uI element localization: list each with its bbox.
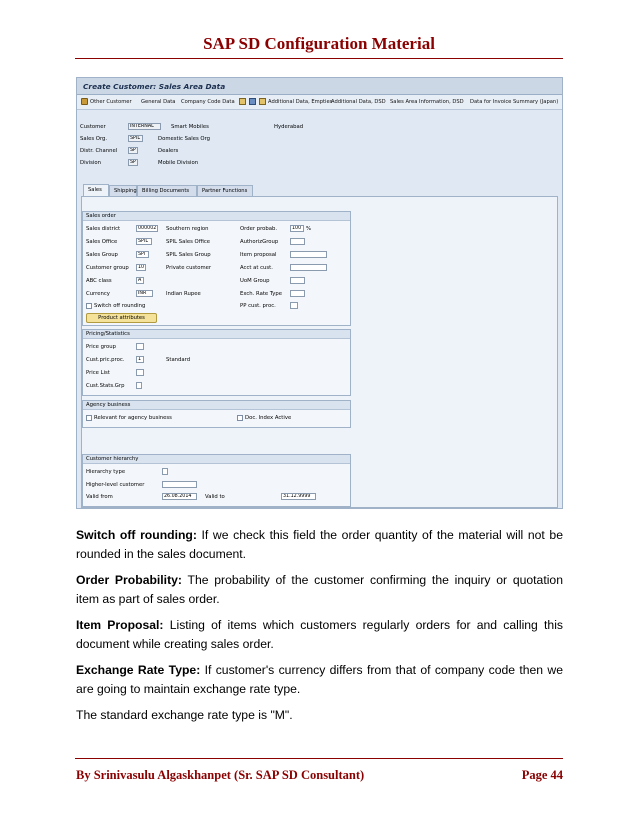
valid-from-field[interactable]: 26.08.2014 — [162, 493, 197, 500]
relevant-agency-checkbox[interactable] — [86, 415, 92, 421]
toolbar-additional-data-empties[interactable]: Additional Data, Empties — [268, 99, 333, 105]
order-probab-label: Order probab. — [240, 226, 278, 232]
hierarchy-type-label: Hierarchy type — [86, 469, 126, 475]
switch-off-rounding-checkbox[interactable] — [86, 303, 92, 309]
price-group-field[interactable] — [136, 343, 144, 350]
switch-off-rounding-label: Switch off rounding — [94, 303, 146, 309]
sap-screenshot — [76, 77, 563, 509]
customer-group-field[interactable]: 10 — [138, 265, 145, 270]
toolbar-invoice-summary-japan[interactable]: Data for Invoice Summary (Japan) — [470, 99, 559, 105]
tab-billing-documents[interactable]: Billing Documents — [137, 185, 197, 196]
paragraph-standard-rate — [76, 706, 563, 725]
higher-level-customer-field[interactable] — [162, 481, 197, 488]
order-probab-unit: % — [306, 226, 312, 232]
sales-district-label: Sales district — [86, 226, 121, 232]
term-order-probability: Order Probability: — [76, 573, 182, 587]
sales-group-label: Sales Group — [86, 252, 118, 258]
paragraph-switch-off-rounding — [76, 526, 563, 564]
division-desc: Mobile Division — [158, 160, 199, 166]
higher-level-customer-label: Higher-level customer — [86, 482, 145, 488]
printer-icon[interactable] — [239, 98, 246, 105]
customer-name: Smart Mobiles — [171, 124, 209, 130]
sales-order-group-title: Sales order — [83, 212, 350, 221]
customer-hierarchy-group — [82, 454, 351, 507]
document-title: SAP SD Configuration Material — [203, 34, 435, 53]
paragraph-item-proposal — [76, 616, 563, 654]
acct-at-cust-field[interactable] — [290, 264, 327, 271]
paragraph-exchange-rate-type — [76, 661, 563, 699]
order-probab-field[interactable]: 100 — [290, 225, 304, 232]
sap-title-bar — [77, 78, 562, 95]
relevant-agency-label: Relevant for agency business — [94, 415, 172, 421]
distr-channel-field[interactable]: SP — [128, 147, 138, 154]
footer-author: By Srinivasulu Algaskhanpet (Sr. SAP SD Consultant) — [76, 768, 365, 782]
cust-pric-proc-label: Cust.pric.proc. — [86, 357, 125, 363]
valid-to-field[interactable]: 31.12.9999 — [281, 493, 316, 500]
doc-index-active-checkbox[interactable] — [237, 415, 243, 421]
toolbar-company-code-data[interactable]: Company Code Data — [181, 99, 235, 105]
pricing-statistics-group — [82, 329, 351, 396]
term-item-proposal: Item Proposal: — [76, 618, 164, 632]
tab-partner-functions[interactable]: Partner Functions — [197, 185, 253, 196]
text-order-probability: The probability of the customer confirming the inquiry or quotation item as part of sales order. — [76, 573, 563, 606]
distr-channel-label: Distr. Channel — [80, 148, 118, 154]
division-label: Division — [80, 160, 101, 166]
acct-at-cust-label: Acct at cust. — [240, 265, 273, 271]
term-exchange-rate-type: Exchange Rate Type: — [76, 663, 201, 677]
exch-rate-type-field[interactable] — [290, 290, 305, 297]
currency-desc: Indian Rupee — [166, 291, 201, 297]
sales-group-desc: SPIL Sales Group — [166, 252, 211, 258]
notes-icon[interactable] — [249, 98, 256, 105]
currency-label: Currency — [86, 291, 110, 297]
header-rule — [75, 58, 563, 59]
sales-office-desc: SPIL Sales Office — [166, 239, 210, 245]
customer-group-label: Customer group — [86, 265, 129, 271]
term-switch-off-rounding: Switch off rounding: — [76, 528, 197, 542]
distr-channel-desc: Dealers — [158, 148, 179, 154]
footer-rule — [75, 758, 563, 759]
pp-cust-proc-field[interactable] — [290, 302, 298, 309]
hierarchy-type-field[interactable] — [162, 468, 168, 475]
product-attributes-button[interactable]: Product attributes — [86, 313, 157, 323]
sales-office-label: Sales Office — [86, 239, 118, 245]
agency-group-title: Agency business — [83, 401, 350, 410]
price-list-field[interactable] — [136, 369, 144, 376]
valid-from-label: Valid from — [86, 494, 113, 500]
cust-pric-proc-desc: Standard — [166, 357, 191, 363]
text-switch-off-rounding: If we check this field the order quantity of the material will not be rounded in the sales document. — [76, 528, 563, 561]
hierarchy-group-title: Customer hierarchy — [83, 455, 350, 464]
price-group-label: Price group — [86, 344, 116, 350]
uom-group-field[interactable] — [290, 277, 305, 284]
doc-index-active-label: Doc. Index Active — [245, 415, 292, 421]
cust-stats-grp-label: Cust.Stats.Grp — [86, 383, 125, 389]
tab-sales[interactable]: Sales — [83, 184, 109, 196]
sales-office-field[interactable]: SPIL — [136, 238, 152, 245]
valid-to-label: Valid to — [205, 494, 225, 500]
text-standard-rate: The standard exchange rate type is "M". — [76, 708, 293, 722]
sales-order-group — [82, 211, 351, 326]
text-item-proposal: Listing of items which customers regularly orders for and calling this document while creating sales order. — [76, 618, 564, 651]
footer-page-number: Page 44 — [521, 768, 563, 782]
pricing-group-title: Pricing/Statistics — [83, 330, 350, 339]
abc-class-field[interactable]: A — [136, 277, 144, 284]
cust-stats-grp-field[interactable] — [136, 382, 142, 389]
customer-field[interactable]: INTERNAL — [128, 123, 161, 130]
cust-pric-proc-field[interactable]: 1 — [136, 356, 144, 363]
sap-toolbar — [77, 95, 562, 110]
paragraph-order-probability — [76, 571, 563, 609]
sales-group-field[interactable]: SPI — [136, 251, 149, 258]
uom-group-label: UoM Group — [240, 278, 270, 284]
sales-org-label: Sales Org. — [80, 136, 108, 142]
toolbar-general-data[interactable]: General Data — [141, 99, 176, 105]
customer-label: Customer — [80, 124, 106, 130]
agency-business-group — [82, 400, 351, 428]
additional-data-icon — [259, 98, 266, 105]
authoriz-group-field[interactable] — [290, 238, 305, 245]
sales-tab-panel — [81, 196, 558, 508]
sales-org-field[interactable]: SPIL — [128, 135, 143, 142]
sales-district-field[interactable]: 000002 — [138, 226, 157, 231]
sap-screen-title: Create Customer: Sales Area Data — [83, 82, 226, 91]
exch-rate-type-label: Exch. Rate Type — [240, 291, 283, 297]
toolbar-sales-area-info-dsd[interactable]: Sales Area Information, DSD — [390, 99, 464, 105]
text-exchange-rate-type: If customer's currency differs from that of company code then we are going to maintain exchange rate type. — [76, 663, 564, 696]
abc-class-label: ABC class — [86, 278, 112, 284]
item-proposal-field[interactable] — [290, 251, 327, 258]
pp-cust-proc-label: PP cust. proc. — [240, 303, 276, 309]
sales-district-desc: Southern region — [166, 226, 209, 232]
currency-field[interactable]: INR — [136, 290, 153, 297]
authoriz-group-label: AuthorizGroup — [240, 239, 279, 245]
price-list-label: Price List — [86, 370, 110, 376]
toolbar-other-customer[interactable]: Other Customer — [90, 99, 132, 105]
item-proposal-label: Item proposal — [240, 252, 277, 258]
tab-shipping[interactable]: Shipping — [109, 185, 137, 196]
toolbar-additional-data-dsd[interactable]: Additional Data, DSD — [331, 99, 386, 105]
other-customer-icon — [81, 98, 88, 105]
customer-city: Hyderabad — [274, 124, 304, 130]
division-field[interactable]: SP — [128, 159, 138, 166]
sales-org-desc: Domestic Sales Org — [158, 136, 211, 142]
customer-group-desc: Private customer — [166, 265, 212, 271]
